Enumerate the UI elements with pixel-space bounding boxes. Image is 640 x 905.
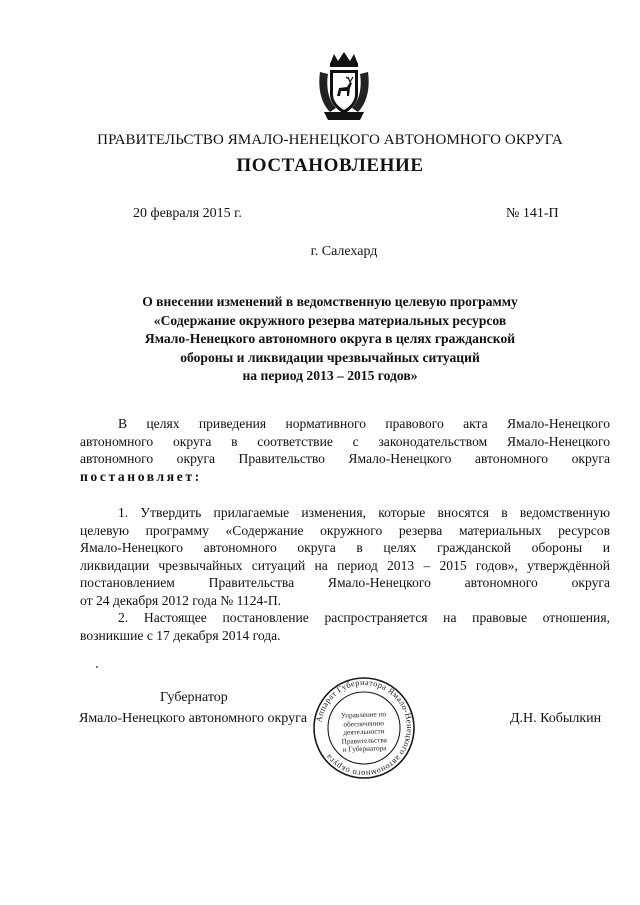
stamp-line: Управление по bbox=[340, 710, 387, 720]
subject-line: обороны и ликвидации чрезвычайных ситуаций bbox=[180, 349, 480, 365]
signatory-title: Губернатор bbox=[160, 690, 228, 705]
document-city: г. Салехард bbox=[310, 244, 378, 259]
subject-line: «Содержание окружного резерва материальных ресурсов bbox=[153, 312, 507, 328]
stamp-inner-text bbox=[319, 709, 408, 755]
body-line: 1. Утвердить прилагаемые изменения, которые вносятся в ведомственную bbox=[118, 505, 610, 520]
body-line: автономного округа в соответствие с законодательством Ямало-Ненецкого bbox=[80, 433, 610, 449]
item-1-paragraph bbox=[80, 504, 610, 609]
body-line: В целях приведения нормативного правового акта Ямало-Ненецкого bbox=[118, 416, 610, 431]
body-line: 2. Настоящее постановление распространяется на правовые отношения, bbox=[118, 610, 610, 625]
resolves-word: постановляет: bbox=[80, 468, 202, 484]
item-2-paragraph bbox=[80, 609, 610, 644]
body-line: целевую программу «Содержание окружного резерва материальных ресурсов bbox=[80, 522, 610, 538]
document-type-heading: ПОСТАНОВЛЕНИЕ bbox=[236, 155, 424, 176]
body-line: ликвидации чрезвычайных ситуаций на период 2013 – 2015 годов», утверждённой bbox=[80, 557, 610, 573]
body-line: постановлением Правительства Ямало-Ненецкого автономного округа bbox=[80, 575, 610, 590]
stamp-line: деятельности bbox=[343, 727, 385, 737]
subject-line: Ямало-Ненецкого автономного округа в целях гражданской bbox=[144, 331, 516, 346]
government-title: ПРАВИТЕЛЬСТВО ЯМАЛО-НЕНЕЦКОГО АВТОНОМНОГО ОКРУГА bbox=[97, 132, 563, 148]
stamp-line: Правительства bbox=[341, 735, 388, 746]
body-line: возникшие с 17 декабря 2014 года. bbox=[80, 627, 281, 643]
body-line: от 24 декабря 2012 года № 1124-П. bbox=[80, 592, 282, 608]
body-line: Ямало-Ненецкого автономного округа в целях гражданской обороны и bbox=[80, 540, 610, 555]
document-date: 20 февраля 2015 г. bbox=[133, 206, 242, 221]
subject-line: О внесении изменений в ведомственную целевую программу bbox=[142, 294, 518, 309]
coat-of-arms-emblem bbox=[316, 50, 372, 122]
signatory-name: Д.Н. Кобылкин bbox=[510, 711, 602, 726]
document-subject bbox=[90, 293, 570, 386]
subject-line: на период 2013 – 2015 годов» bbox=[242, 368, 418, 383]
scan-speck bbox=[96, 666, 98, 668]
body-line: автономного округа Правительство Ямало-Ненецкого автономного округа bbox=[80, 451, 610, 466]
stamp-outer-text: Аппарат Губернатора Ямало-Ненецкого автономного округа bbox=[314, 677, 415, 779]
stamp-line: обеспечению bbox=[343, 718, 385, 729]
preamble-paragraph bbox=[80, 415, 610, 485]
signatory-organization: Ямало-Ненецкого автономного округа bbox=[79, 711, 308, 726]
document-number: № 141-П bbox=[506, 206, 559, 221]
stamp-line: и Губернатора bbox=[342, 744, 387, 755]
